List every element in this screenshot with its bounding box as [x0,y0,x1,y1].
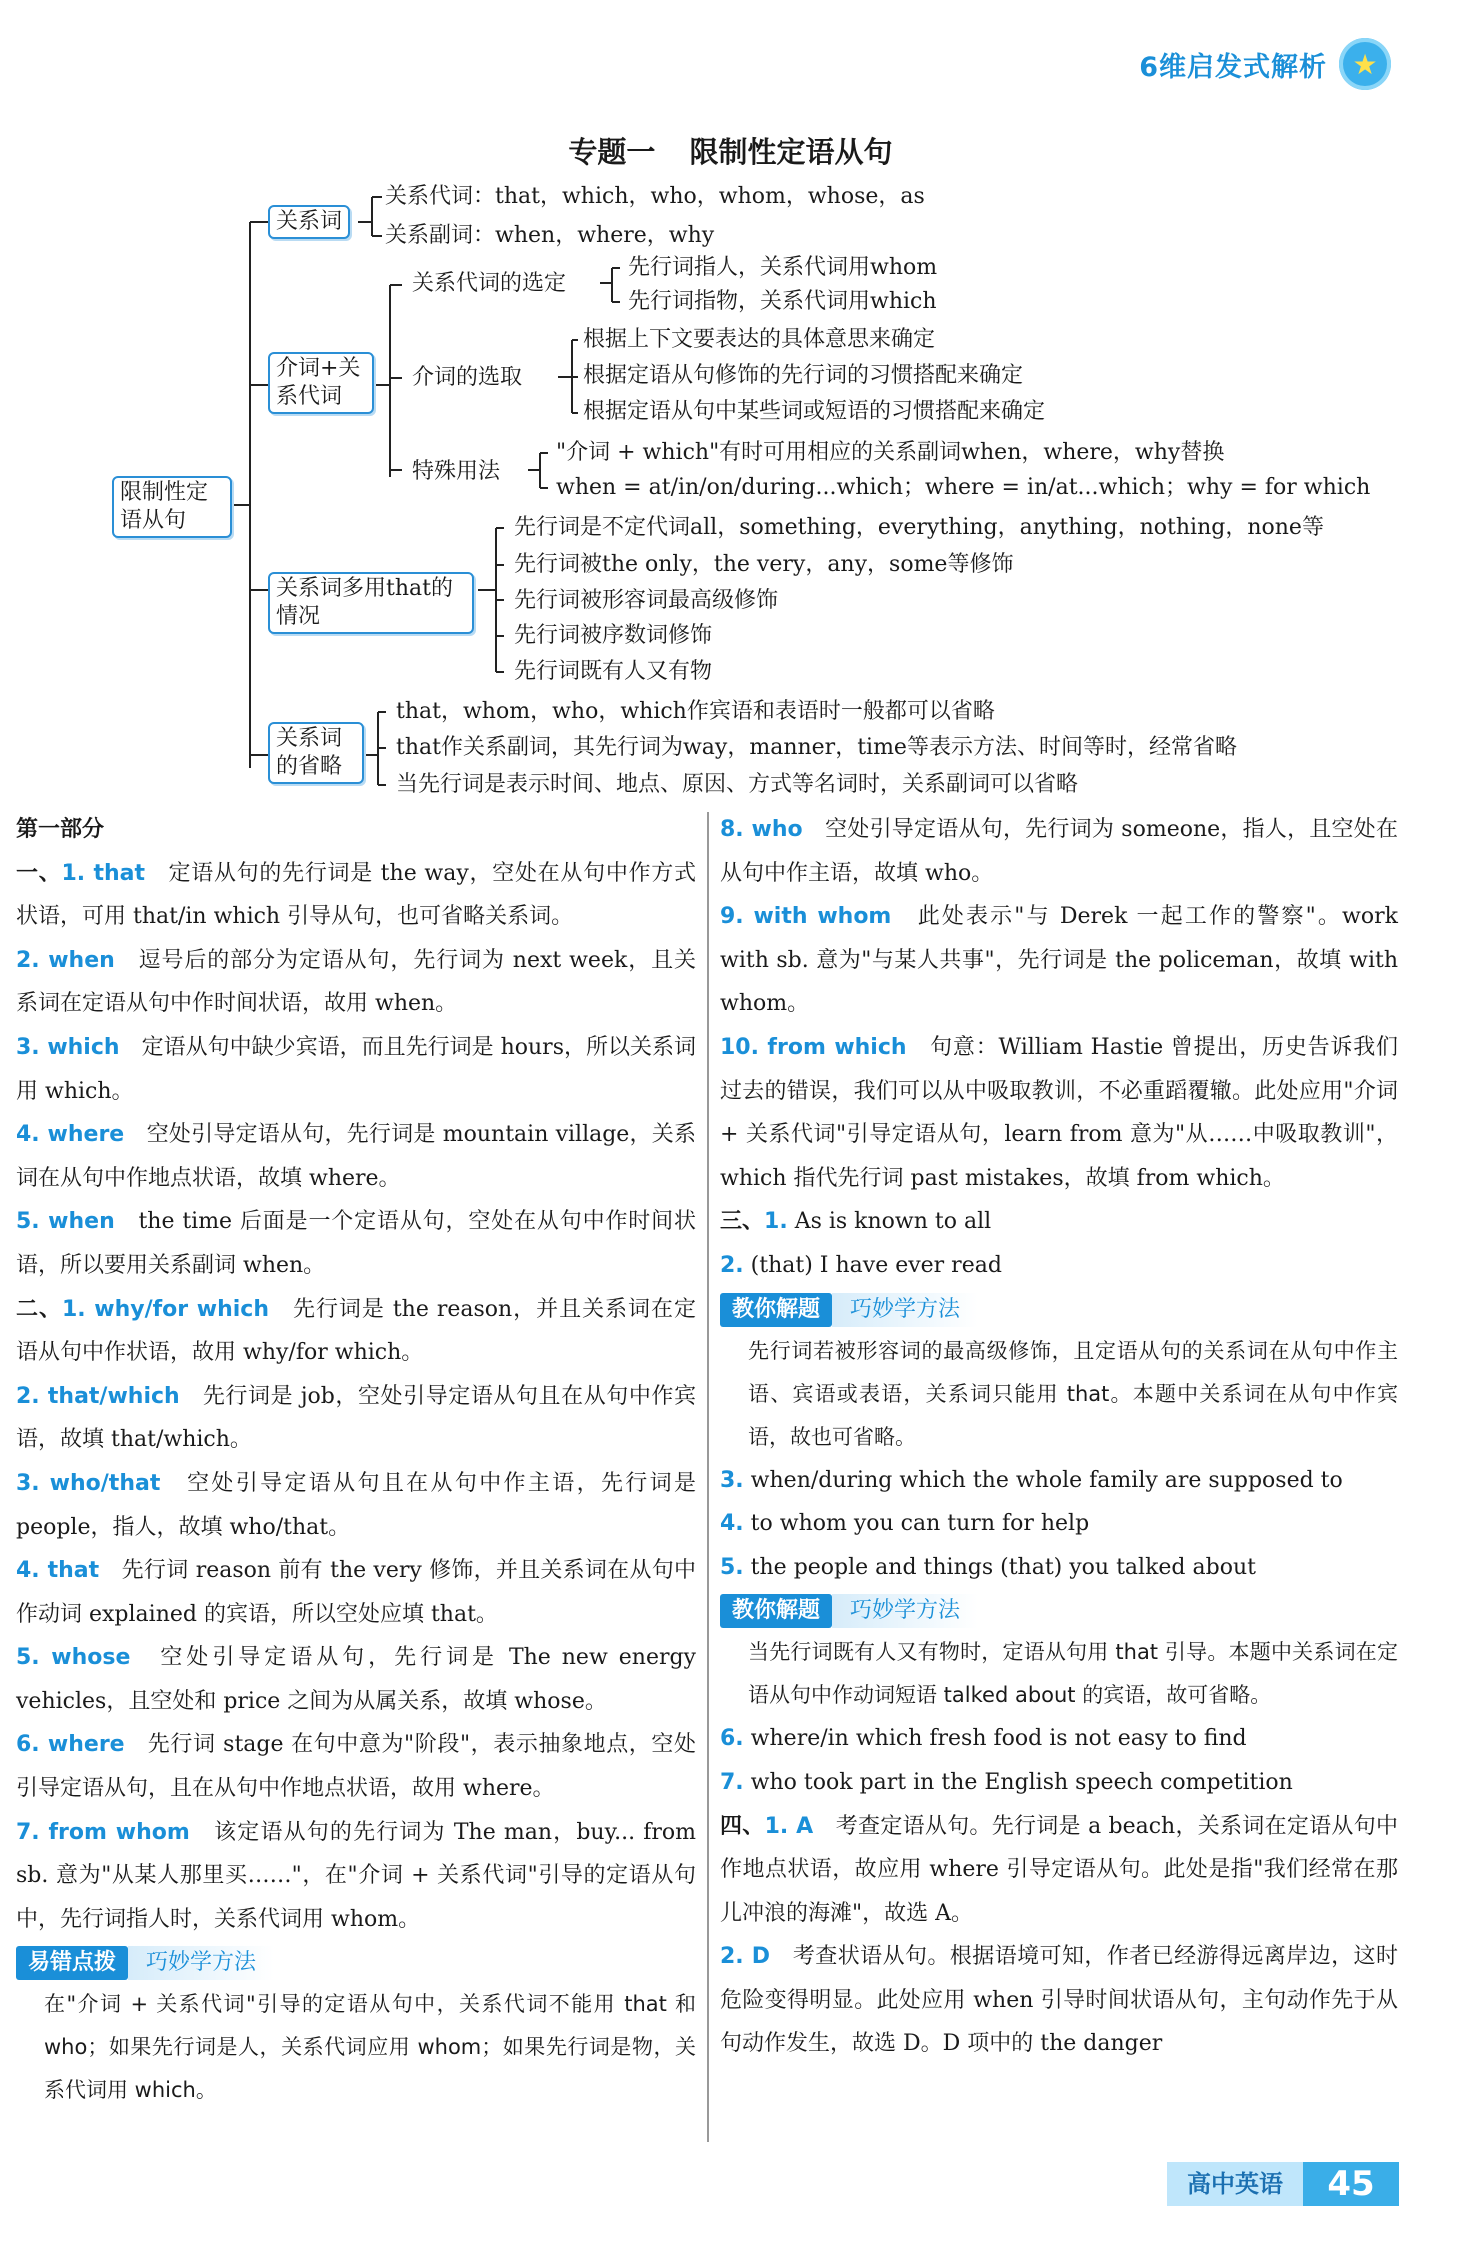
tip-text-mistakes: 在"介词 + 关系代词"引导的定语从句中，关系代词不能用 that 和 who；如果先行词是人，关系代词应用 whom；如果先行词是物，关系代词用 which。 [44,1992,696,2103]
answer-text: to whom you can turn for help [750,1511,1090,1537]
brand-text: 6维启发式解析 [1139,51,1327,83]
page-number: 45 [1303,2162,1399,2206]
answer-key: 7. from whom [16,1819,190,1845]
answer-2-6 [16,1723,696,1810]
tip-subtitle: 巧妙学方法 [128,1946,274,1980]
page-title [0,130,1461,171]
answer-text: the time 后面是一个定语从句，空处在从句中作时间状语，所以要用关系副词 when。 [16,1209,696,1278]
header-brand [1139,38,1391,90]
answer-text: 定语从句的先行词是 the way，空处在从句中作方式状语，可用 that/in which 引导从句，也可省略关系词。 [16,860,696,930]
answer-text: where/in which fresh food is not easy to find [750,1726,1247,1752]
tip-banner-mistakes [16,1945,696,1981]
answer-key: 3. [720,1467,744,1493]
answer-key: 1. A [764,1813,814,1839]
section-3-marker: 三、 [720,1209,765,1235]
answer-key: 6. where [16,1732,125,1758]
that-case-1: 先行词是不定代词all，something，everything，anything，nothing，none等 [514,515,1324,540]
answer-text: 先行词 reason 前有 the very 修饰，并且关系词在从句中作动词 explained 的宾语，所以空处应填 that。 [16,1558,696,1627]
answer-text: 考查定语从句。先行词是 a beach，关系词在定语从句中作地点状语，故应用 where 引导定语从句。此处是指"我们经常在那儿冲浪的海滩"，故选 A。 [720,1813,1398,1926]
right-column [720,808,1398,2066]
answer-2-9 [720,895,1398,1026]
title-topic: 专题一 [568,135,656,169]
mindmap-branch-that-cases [268,572,474,634]
answer-text: the people and things (that) you talked about [750,1554,1256,1580]
tip-subtitle: 巧妙学方法 [832,1594,978,1628]
preposition-choice-label: 介词的选取 [412,365,523,390]
mindmap-branch-relatives [268,205,350,239]
omission-2: that作关系副词，其先行词为way，manner，time等表示方法、时间等时，经常省略 [396,735,1237,760]
answer-key: 2. [720,1252,744,1278]
tip-tag: 教你解题 [720,1293,832,1327]
that-case-4: 先行词被序数词修饰 [514,623,713,648]
answer-text: 空处引导定语从句且在从句中作主语，先行词是 people，指人，故填 who/that。 [16,1470,696,1540]
tip-tag: 易错点拨 [16,1946,128,1980]
answer-key: 4. [720,1511,744,1537]
answer-1-4 [16,1113,696,1200]
relative-pronouns: 关系代词：that，which，who，whom，whose，as [385,184,925,209]
answer-text: 先行词 stage 在句中意为"阶段"，表示抽象地点，空处引导定语从句，且在从句中作地点状语，故用 where。 [16,1732,696,1802]
part-heading: 第一部分 [16,817,105,842]
answer-key: 8. who [720,817,803,842]
answer-key: 5. whose [16,1645,131,1671]
answer-2-3 [16,1462,696,1549]
answer-key: 1. why/for which [61,1296,270,1322]
answer-text: 空处引导定语从句，先行词是 mountain village，关系词在从句中作地点状语，故填 where。 [16,1122,696,1191]
answer-2-2 [16,1375,696,1462]
special-usage-2: when = at/in/on/during...which；where = in/at...which；why = for which [556,475,1371,500]
page-footer [1167,2162,1399,2206]
answer-1-2 [16,939,696,1026]
branch-prep-pronoun-label: 介词+关系代词 [276,356,361,409]
mindmap-root [112,476,232,538]
answer-key: 3. which [16,1034,120,1060]
answer-key: 9. with whom [720,904,892,930]
answer-key: 2. D [720,1944,771,1970]
relative-adverbs: 关系副词：when，where，why [385,223,715,248]
answer-text: As is known to all [794,1209,992,1235]
answer-3-3 [720,1459,1398,1503]
answer-3-4 [720,1502,1398,1546]
answer-2-1 [16,1288,696,1375]
preposition-choice-3: 根据定语从句中某些词或短语的习惯搭配来确定 [583,399,1046,424]
answer-text: 考查状语从句。根据语境可知，作者已经游得远离岸边，这时危险变得明显。此处应用 when 引导时间状语从句，主句动作先于从句动作发生，故选 D。D 项中的 the danger [720,1944,1398,2057]
tip-subtitle: 巧妙学方法 [832,1293,978,1327]
answer-text: who took part in the English speech competition [750,1769,1293,1795]
special-usage-label: 特殊用法 [412,459,501,484]
answer-2-7 [16,1811,696,1942]
star-badge-icon: ★ [1339,38,1391,90]
tip-banner-solve-1 [720,1292,1398,1328]
answer-key: 6. [720,1726,744,1752]
answer-3-2 [720,1244,1398,1288]
mindmap-branch-omission [268,722,364,784]
answer-key: 2. that/which [16,1383,180,1409]
tip-tag: 教你解题 [720,1594,832,1628]
answer-key: 1. that [61,860,146,886]
section-2-marker: 二、 [16,1296,62,1322]
preposition-choice-1: 根据上下文要表达的具体意思来确定 [583,327,936,352]
preposition-choice-2: 根据定语从句修饰的先行词的习惯搭配来确定 [583,363,1024,388]
answer-key: 2. when [16,947,115,973]
answer-key: 7. [720,1769,744,1795]
answer-text: 该定语从句的先行词为 The man，buy... from sb. 意为"从某人那里买……"，在"介词 + 关系代词"引导的定语从句中，先行词指人时，关系代词用 whom。 [16,1819,696,1932]
answer-4-2 [720,1935,1398,2066]
answer-4-1 [720,1805,1398,1936]
title-name: 限制性定语从句 [689,135,893,169]
mindmap-root-text: 限制性定语从句 [120,480,209,533]
special-usage-1: "介词 + which"有时可用相应的关系副词when，where，why替换 [556,440,1225,465]
section-1-marker: 一、 [16,860,62,886]
omission-3: 当先行词是表示时间、地点、原因、方式等名词时，关系副词可以省略 [396,772,1079,797]
answer-key: 4. where [16,1122,125,1148]
answer-text: 句意：William Hastie 曾提出，历史告诉我们过去的错误，我们可以从中吸取教训，不必重蹈覆辙。此处应用"介词 + 关系代词"引导定语从句，learn from 意为"从……中吸取教训"，which 指代先行词 past mistakes，故填 from which。 [720,1034,1398,1191]
answer-text: 空处引导定语从句，先行词是 The new energy vehicles，且空处和 price 之间为从属关系，故填 whose。 [16,1645,696,1714]
tip-banner-solve-2 [720,1593,1398,1629]
answer-2-5 [16,1636,696,1723]
branch-omission-label: 关系词的省略 [276,726,343,779]
column-divider [707,812,709,2142]
answer-text: (that) I have ever read [750,1252,1002,1278]
that-case-5: 先行词既有人又有物 [514,659,713,684]
answer-3-6 [720,1717,1398,1761]
tip-text-solve-1: 先行词若被形容词的最高级修饰，且定语从句的关系词在从句中作主语、宾语或表语，关系词只能用 that。本题中关系词在从句中作宾语，故也可省略。 [748,1338,1398,1449]
answer-1-1 [16,852,696,939]
answer-text: 逗号后的部分为定语从句，先行词为 next week，且关系词在定语从句中作时间状语，故用 when。 [16,947,696,1017]
pronoun-choice-2: 先行词指物，关系代词用which [628,289,937,314]
answer-3-7 [720,1761,1398,1805]
answer-key: 10. from which [720,1034,907,1060]
subject-label: 高中英语 [1167,2162,1303,2206]
omission-1: that，whom，who，which作宾语和表语时一般都可以省略 [396,699,995,724]
branch-that-cases-label: 关系词多用that的情况 [276,576,453,629]
left-column [16,808,696,2112]
mindmap-branch-prep-pronoun [268,352,374,414]
answer-1-5 [16,1200,696,1287]
answer-3-1 [720,1200,1398,1244]
pronoun-choice-label: 关系代词的选定 [412,271,567,296]
section-4-marker: 四、 [720,1813,765,1839]
answer-key: 5. [720,1554,744,1580]
answer-key: 3. who/that [16,1470,161,1496]
that-case-3: 先行词被形容词最高级修饰 [514,588,779,613]
answer-2-8 [720,808,1398,895]
that-case-2: 先行词被the only，the very，any，some等修饰 [514,552,1014,577]
pronoun-choice-1: 先行词指人，关系代词用whom [628,255,938,280]
answer-text: 空处引导定语从句，先行词为 someone，指人，且空处在从句中作主语，故填 who。 [720,817,1398,886]
answer-text: 先行词是 the reason，并且关系词在定语从句中作状语，故用 why/for which。 [16,1296,696,1366]
answer-3-5 [720,1546,1398,1590]
answer-2-4 [16,1549,696,1636]
answer-key: 4. that [16,1558,100,1584]
tip-text-solve-2: 当先行词既有人又有物时，定语从句用 that 引导。本题中关系词在定语从句中作动词短语 talked about 的宾语，故可省略。 [748,1640,1398,1708]
answer-1-3 [16,1026,696,1113]
answer-key: 1. [764,1209,788,1235]
branch-relatives-label: 关系词 [276,209,343,234]
answer-key: 5. when [16,1209,115,1235]
answer-text: 定语从句中缺少宾语，而且先行词是 hours，所以关系词用 which。 [16,1034,696,1104]
answer-text: 先行词是 job，空处引导定语从句且在从句中作宾语，故填 that/which。 [16,1383,696,1453]
answer-2-10 [720,1026,1398,1200]
answer-text: 此处表示"与 Derek 一起工作的警察"。work with sb. 意为"与某人共事"，先行词是 the policeman，故填 with whom。 [720,904,1398,1017]
answer-text: when/during which the whole family are supposed to [750,1467,1343,1493]
